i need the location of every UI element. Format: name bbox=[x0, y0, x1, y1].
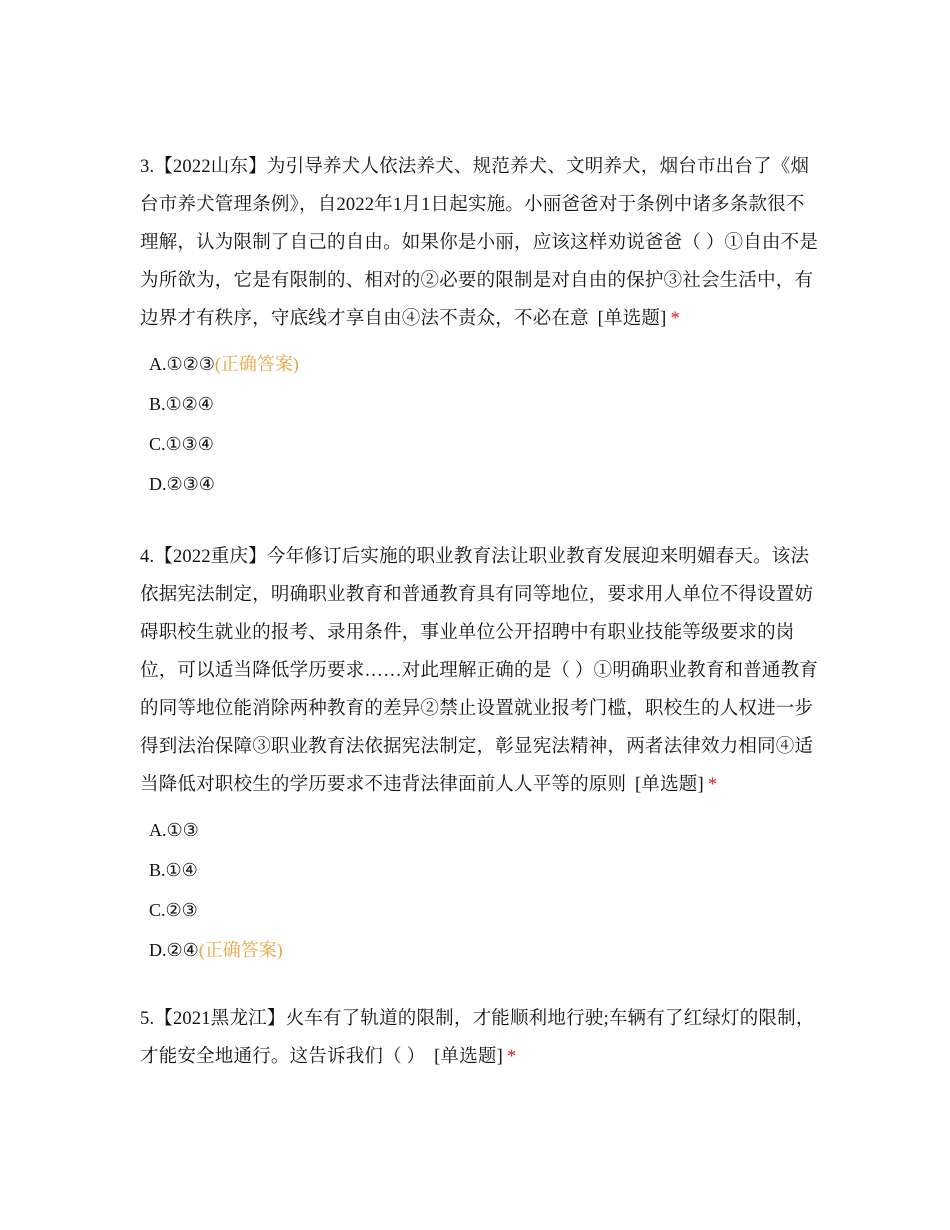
correct-answer-tag: (正确答案) bbox=[214, 354, 299, 374]
option-label: A.①③ bbox=[149, 820, 199, 840]
question-type: [单选题] bbox=[597, 309, 667, 329]
question-5 bbox=[140, 1000, 820, 1076]
option-label: B.①②④ bbox=[149, 394, 214, 414]
question-number: 3. bbox=[140, 157, 155, 177]
option-b[interactable] bbox=[149, 850, 820, 890]
required-star: * bbox=[707, 775, 718, 795]
option-label: A.①②③ bbox=[149, 354, 215, 374]
question-stem bbox=[140, 1000, 820, 1076]
option-label: C.①③④ bbox=[149, 434, 214, 454]
question-3 bbox=[140, 148, 820, 504]
option-label: C.②③ bbox=[149, 900, 198, 920]
question-text: 【2022山东】为引导养犬人依法养犬、规范养犬、文明养犬，烟台市出台了《烟台市养犬管理条例》，自2022年1月1日起实施。小丽爸爸对于条例中诸多条款很不理解，认为限制了自己的自由。如果你是小丽，应该这样劝说爸爸（ ）①自由不是为所欲为，它是有限制的、相对的②必要的限制是对自由的保护③社会生活中，有边界才有秩序，守底线才享自由④法不责众，不必在意 bbox=[140, 157, 819, 329]
document-page bbox=[140, 148, 820, 1076]
option-list bbox=[140, 810, 820, 970]
option-list bbox=[140, 344, 820, 504]
correct-answer-tag: (正确答案) bbox=[198, 940, 283, 960]
question-type: [单选题] bbox=[635, 775, 704, 795]
option-d[interactable] bbox=[149, 930, 820, 970]
option-label: B.①④ bbox=[149, 860, 198, 880]
option-b[interactable] bbox=[149, 384, 820, 424]
question-4 bbox=[140, 538, 820, 970]
question-number: 4. bbox=[140, 547, 155, 567]
option-d[interactable] bbox=[149, 464, 820, 504]
question-number: 5. bbox=[140, 1009, 155, 1029]
option-label: D.②④ bbox=[149, 940, 199, 960]
required-star: * bbox=[506, 1047, 517, 1067]
question-stem bbox=[140, 538, 820, 804]
option-c[interactable] bbox=[149, 424, 820, 464]
question-text: 【2021黑龙江】火车有了轨道的限制，才能顺利地行驶;车辆有了红绿灯的限制，才能安全地通行。这告诉我们（ ） bbox=[140, 1009, 815, 1067]
question-text: 【2022重庆】今年修订后实施的职业教育法让职业教育发展迎来明媚春天。该法依据宪法制定，明确职业教育和普通教育具有同等地位，要求用人单位不得设置妨碍职校生就业的报考、录用条件，事业单位公开招聘中有职业技能等级要求的岗位，可以适当降低学历要求……对此理解正确的是（ ）①明确职业教育和普通教育的同等地位能消除两种教育的差异②禁止设置就业报考门槛，职校生的人权进一步得到法治保障③职业教育法依据宪法制定，彰显宪法精神，两者法律效力相同④适当降低对职校生的学历要求不违背法律面前人人平等的原则 bbox=[140, 547, 819, 795]
required-star: * bbox=[670, 309, 680, 329]
question-stem bbox=[140, 148, 820, 338]
question-type: [单选题] bbox=[434, 1047, 503, 1067]
option-a[interactable] bbox=[149, 810, 820, 850]
option-a[interactable] bbox=[149, 344, 820, 384]
option-label: D.②③④ bbox=[149, 474, 215, 494]
option-c[interactable] bbox=[149, 890, 820, 930]
